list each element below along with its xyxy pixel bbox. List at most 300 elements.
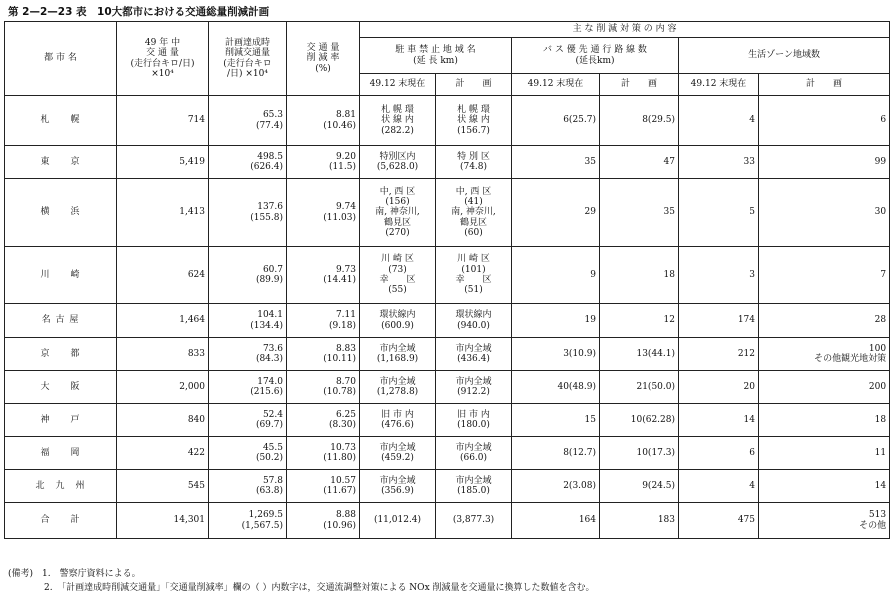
- header-parking: 駐 車 禁 止 地 域 名 (延 長 km): [360, 38, 512, 74]
- traffic-cell-line: 833: [187, 348, 205, 359]
- zone-current-cell: [679, 179, 759, 247]
- table-row: [5, 470, 890, 503]
- bus-plan-cell: [600, 503, 679, 539]
- city-cell: [5, 503, 117, 539]
- table-row: [5, 146, 890, 179]
- plan-reduction-cell-line: 174.0: [257, 376, 283, 387]
- bus-plan-cell: [600, 437, 679, 470]
- parking-current-cell-line: 環状線内: [379, 310, 416, 321]
- rate-cell-line: (9.18): [328, 320, 356, 331]
- table-row: [5, 96, 890, 146]
- parking-plan-cell: [436, 338, 512, 371]
- rate-cell: [287, 503, 360, 539]
- plan-reduction-cell-line: (63.8): [255, 486, 283, 496]
- zone-plan-cell-line: 6: [880, 115, 887, 126]
- city-cell: [5, 371, 117, 404]
- plan-reduction-cell: [209, 96, 287, 146]
- traffic-cell-line: 5,419: [179, 156, 205, 167]
- rate-cell-line: (11.03): [323, 212, 356, 223]
- bus-plan-cell-line: 183: [657, 515, 675, 526]
- rate-cell-line: (14.41): [323, 275, 356, 285]
- header-reduction-rate: 交 通 量 削 減 率 (%): [287, 22, 360, 96]
- parking-current-cell-line: 市内全域: [379, 376, 416, 387]
- parking-plan-cell-line: (912.2): [457, 387, 490, 397]
- parking-plan-cell-line: 幸 区: [455, 275, 492, 285]
- plan-reduction-cell-line: (77.4): [255, 120, 283, 131]
- plan-reduction-cell-line: (50.2): [255, 453, 283, 463]
- bus-current-cell-line: 9: [590, 269, 596, 280]
- parking-current-cell-line: (11,012.4): [373, 515, 422, 526]
- table-row: [5, 437, 890, 470]
- zone-current-cell-line: 33: [743, 156, 755, 167]
- zone-plan-cell-line: 7: [880, 269, 887, 280]
- bus-plan-cell-line: 10(17.3): [636, 447, 675, 458]
- plan-reduction-cell-line: 45.5: [262, 442, 283, 453]
- table-row: [5, 338, 890, 371]
- parking-plan-cell-line: 環状線内: [455, 310, 492, 321]
- header-city: 都 市 名: [5, 22, 117, 96]
- zone-plan-cell-line: 99: [874, 156, 887, 167]
- rate-cell: [287, 96, 360, 146]
- zone-current-cell-line: 475: [737, 515, 755, 526]
- parking-current-cell-line: 南, 神奈川,: [375, 207, 420, 218]
- parking-current-cell-line: 市内全域: [379, 343, 416, 354]
- parking-current-cell-line: (459.2): [381, 453, 414, 463]
- zone-plan-cell-line: 30: [874, 207, 887, 218]
- rate-cell: [287, 470, 360, 503]
- zone-current-cell: [679, 338, 759, 371]
- plan-reduction-cell-line: 73.6: [262, 343, 283, 354]
- parking-current-cell: [360, 247, 436, 304]
- rate-cell-line: 8.88: [335, 510, 356, 521]
- rate-cell: [287, 304, 360, 338]
- bus-plan-cell: [600, 404, 679, 437]
- parking-plan-cell-line: 中, 西 区: [455, 186, 492, 197]
- parking-plan-cell: [436, 146, 512, 179]
- plan-reduction-cell-line: 65.3: [262, 110, 283, 121]
- zone-current-cell-line: 6: [749, 447, 755, 458]
- zone-current-cell-line: 212: [737, 348, 755, 359]
- zone-plan-cell: [759, 304, 890, 338]
- parking-current-cell: [360, 404, 436, 437]
- parking-current-cell-line: (270): [385, 228, 410, 239]
- table-row: [5, 304, 890, 338]
- bus-plan-cell-line: 47: [663, 156, 675, 167]
- rate-cell: [287, 338, 360, 371]
- parking-plan-cell: [436, 437, 512, 470]
- parking-plan-cell-line: (101): [461, 264, 486, 275]
- parking-current-cell: [360, 179, 436, 247]
- parking-current-cell-line: 幸 区: [379, 275, 416, 285]
- rate-cell-line: (10.78): [323, 387, 356, 397]
- reduction-plan-table: [4, 21, 890, 539]
- city-cell-line: 福 岡: [40, 447, 81, 458]
- plan-reduction-cell: [209, 404, 287, 437]
- traffic-cell: [117, 304, 209, 338]
- parking-plan-cell: [436, 371, 512, 404]
- table-row: [5, 371, 890, 404]
- zone-current-cell: [679, 247, 759, 304]
- parking-plan-cell: [436, 470, 512, 503]
- bus-current-cell: [512, 179, 600, 247]
- rate-cell: [287, 146, 360, 179]
- zone-current-cell: [679, 304, 759, 338]
- bus-plan-cell-line: 13(44.1): [636, 348, 675, 359]
- rate-cell: [287, 179, 360, 247]
- bus-current-cell: [512, 304, 600, 338]
- zone-plan-cell: [759, 437, 890, 470]
- parking-plan-cell: [436, 96, 512, 146]
- bus-plan-cell-line: 10(62.28): [630, 414, 675, 425]
- traffic-cell: [117, 470, 209, 503]
- plan-reduction-cell-line: 137.6: [257, 202, 283, 213]
- zone-current-cell-line: 4: [749, 480, 755, 491]
- plan-reduction-cell-line: 57.8: [262, 475, 283, 486]
- parking-current-cell-line: 中, 西 区: [379, 186, 416, 197]
- plan-reduction-cell-line: 1,269.5: [248, 510, 283, 521]
- parking-current-cell-line: 特別区内: [379, 151, 416, 162]
- traffic-cell-line: 840: [187, 414, 205, 425]
- bus-current-cell-line: 19: [584, 315, 596, 326]
- bus-plan-cell-line: 9(24.5): [642, 480, 675, 491]
- parking-current-cell-line: (282.2): [381, 125, 414, 136]
- traffic-cell: [117, 338, 209, 371]
- bus-plan-cell: [600, 338, 679, 371]
- traffic-cell: [117, 146, 209, 179]
- parking-plan-cell-line: 旧 市 内: [457, 409, 490, 420]
- traffic-cell: [117, 437, 209, 470]
- parking-plan-cell: [436, 404, 512, 437]
- plan-reduction-cell-line: (626.4): [250, 162, 283, 172]
- header-bus: バ ス 優 先 通 行 路 線 数 (延長km): [512, 38, 679, 74]
- parking-current-cell-line: (356.9): [381, 486, 414, 496]
- parking-plan-cell-line: 市内全域: [455, 376, 492, 387]
- parking-plan-cell-line: (180.0): [457, 420, 490, 430]
- plan-reduction-cell-line: 52.4: [262, 409, 283, 420]
- traffic-cell: [117, 247, 209, 304]
- zone-current-cell-line: 5: [749, 207, 755, 218]
- city-cell: [5, 404, 117, 437]
- rate-cell-line: (8.30): [328, 420, 356, 430]
- rate-cell-line: 9.73: [335, 264, 356, 275]
- bus-current-cell: [512, 371, 600, 404]
- zone-plan-cell-line: 200: [868, 381, 887, 392]
- city-cell-line: 東 京: [40, 156, 81, 167]
- parking-plan-cell-line: 市内全域: [455, 442, 492, 453]
- rate-cell-line: 7.11: [335, 310, 356, 321]
- plan-reduction-cell: [209, 437, 287, 470]
- zone-plan-cell: [759, 371, 890, 404]
- plan-reduction-cell-line: (69.7): [255, 420, 283, 430]
- rate-cell: [287, 437, 360, 470]
- traffic-cell: [117, 96, 209, 146]
- note-2: 2. 「計画達成時削減交通量」「交通量削減率」欄の（ ）内数字は，交通流調整対策による NOx 削減量を交通量に換算した数値を含む。: [8, 583, 595, 593]
- parking-plan-cell-line: (66.0): [459, 453, 488, 463]
- parking-current-cell-line: (55): [388, 285, 407, 296]
- zone-current-cell-line: 20: [743, 381, 755, 392]
- header-zone: 生活ゾーン地域数: [679, 38, 890, 74]
- city-cell-line: 札 幌: [40, 115, 81, 126]
- plan-reduction-cell-line: 104.1: [257, 310, 283, 321]
- bus-plan-cell-line: 35: [663, 207, 675, 218]
- parking-current-cell-line: (476.6): [381, 420, 414, 430]
- plan-reduction-cell-line: (84.3): [255, 354, 283, 364]
- zone-current-cell: [679, 404, 759, 437]
- zone-plan-cell: [759, 179, 890, 247]
- parking-current-cell-line: 市内全域: [379, 442, 416, 453]
- header-zone-plan: 計 画: [759, 74, 890, 96]
- parking-current-cell-line: 川 崎 区: [381, 254, 414, 265]
- parking-current-cell-line: 市内全域: [379, 475, 416, 486]
- rate-cell-line: 6.25: [335, 409, 356, 420]
- rate-cell-line: 8.70: [335, 376, 356, 387]
- rate-cell-line: (11.5): [328, 162, 356, 172]
- bus-current-cell: [512, 470, 600, 503]
- traffic-cell-line: 422: [187, 447, 205, 458]
- city-cell: [5, 96, 117, 146]
- header-bus-current: 49.12 末現在: [512, 74, 600, 96]
- parking-current-cell-line: (1,278.8): [376, 387, 419, 397]
- zone-plan-cell-line: 14: [874, 480, 887, 491]
- parking-current-cell: [360, 470, 436, 503]
- bus-current-cell: [512, 247, 600, 304]
- zone-plan-cell: [759, 404, 890, 437]
- parking-plan-cell-line: 川 崎 区: [457, 254, 490, 265]
- city-cell: [5, 179, 117, 247]
- bus-plan-cell-line: 21(50.0): [636, 381, 675, 392]
- zone-current-cell-line: 174: [737, 315, 755, 326]
- plan-reduction-cell-line: (155.8): [250, 212, 283, 223]
- rate-cell-line: 10.57: [330, 475, 356, 486]
- plan-reduction-cell: [209, 470, 287, 503]
- rate-cell-line: (11.80): [323, 453, 356, 463]
- parking-plan-cell-line: (60): [464, 228, 483, 239]
- parking-current-cell: [360, 437, 436, 470]
- bus-current-cell: [512, 503, 600, 539]
- city-cell: [5, 304, 117, 338]
- bus-current-cell-line: 35: [584, 156, 596, 167]
- parking-current-cell-line: 札 幌 環: [381, 104, 414, 115]
- parking-current-cell-line: (1,168.9): [376, 354, 419, 364]
- city-cell-line: 川 崎: [40, 269, 81, 280]
- plan-reduction-cell-line: (89.9): [255, 275, 283, 285]
- zone-plan-cell-line: 18: [874, 414, 887, 425]
- zone-current-cell: [679, 437, 759, 470]
- parking-plan-cell-line: 鶴見区: [459, 217, 487, 228]
- zone-plan-cell-line: その他観光地対策: [814, 354, 887, 364]
- traffic-cell: [117, 503, 209, 539]
- city-cell: [5, 470, 117, 503]
- header-traffic-49: 49 年 中 交 通 量 (走行台キロ/日) ×10⁴: [117, 22, 209, 96]
- zone-plan-cell: [759, 96, 890, 146]
- rate-cell-line: 10.73: [330, 442, 356, 453]
- bus-plan-cell: [600, 179, 679, 247]
- bus-current-cell: [512, 338, 600, 371]
- parking-plan-cell: [436, 247, 512, 304]
- parking-current-cell: [360, 371, 436, 404]
- parking-plan-cell-line: (436.4): [457, 354, 490, 364]
- traffic-cell-line: 1,413: [179, 207, 205, 218]
- traffic-cell-line: 1,464: [179, 315, 205, 326]
- city-cell: [5, 437, 117, 470]
- parking-plan-cell-line: 南, 神奈川,: [451, 207, 496, 218]
- parking-current-cell-line: 鶴見区: [383, 217, 411, 228]
- zone-current-cell: [679, 371, 759, 404]
- zone-plan-cell-line: 11: [874, 447, 887, 458]
- bus-plan-cell: [600, 371, 679, 404]
- zone-current-cell: [679, 470, 759, 503]
- table-row: [5, 404, 890, 437]
- note-1: (備考) 1. 警察庁資料による。: [8, 569, 141, 579]
- bus-plan-cell: [600, 304, 679, 338]
- bus-current-cell-line: 3(10.9): [563, 348, 596, 359]
- city-cell-line: 名 古 屋: [41, 315, 80, 326]
- bus-plan-cell: [600, 96, 679, 146]
- parking-current-cell: [360, 338, 436, 371]
- zone-current-cell-line: 14: [743, 414, 755, 425]
- bus-current-cell: [512, 437, 600, 470]
- plan-reduction-cell: [209, 338, 287, 371]
- zone-plan-cell: [759, 470, 890, 503]
- zone-current-cell-line: 4: [749, 115, 755, 126]
- city-cell-line: 大 阪: [40, 381, 81, 392]
- bus-current-cell-line: 15: [584, 414, 596, 425]
- rate-cell-line: (11.67): [323, 486, 356, 496]
- zone-current-cell: [679, 503, 759, 539]
- parking-plan-cell-line: (51): [464, 285, 483, 296]
- plan-reduction-cell: [209, 304, 287, 338]
- zone-current-cell: [679, 96, 759, 146]
- bus-current-cell: [512, 146, 600, 179]
- plan-reduction-cell: [209, 179, 287, 247]
- rate-cell-line: (10.96): [323, 520, 356, 531]
- bus-plan-cell: [600, 470, 679, 503]
- plan-reduction-cell-line: 60.7: [262, 264, 283, 275]
- parking-current-cell-line: 旧 市 内: [381, 409, 414, 420]
- traffic-cell-line: 2,000: [179, 381, 205, 392]
- bus-current-cell-line: 40(48.9): [557, 381, 596, 392]
- header-plan-reduction: 計画達成時 削減交通量 (走行台キロ /日) ×10⁴: [209, 22, 287, 96]
- city-cell: [5, 146, 117, 179]
- header-parking-current: 49.12 末現在: [360, 74, 436, 96]
- traffic-cell-line: 545: [187, 480, 205, 491]
- plan-reduction-cell: [209, 247, 287, 304]
- parking-plan-cell-line: (74.8): [459, 162, 488, 172]
- city-cell: [5, 338, 117, 371]
- parking-plan-cell: [436, 179, 512, 247]
- city-cell-line: 神 戸: [40, 414, 81, 425]
- bus-plan-cell-line: 12: [663, 315, 675, 326]
- table-body: [5, 96, 890, 539]
- parking-plan-cell-line: 状 線 内: [457, 115, 490, 126]
- parking-plan-cell-line: 市内全域: [455, 475, 492, 486]
- traffic-cell: [117, 371, 209, 404]
- zone-plan-cell: [759, 338, 890, 371]
- parking-current-cell: [360, 96, 436, 146]
- bus-current-cell: [512, 96, 600, 146]
- bus-current-cell-line: 2(3.08): [563, 480, 596, 491]
- parking-current-cell-line: (5,628.0): [376, 162, 419, 172]
- rate-cell-line: 8.81: [335, 110, 356, 121]
- rate-cell-line: 9.74: [335, 202, 356, 213]
- parking-current-cell-line: (73): [388, 264, 407, 275]
- header-bus-plan: 計 画: [600, 74, 679, 96]
- zone-current-cell: [679, 146, 759, 179]
- parking-plan-cell: [436, 304, 512, 338]
- parking-plan-cell-line: (156.7): [457, 125, 490, 136]
- plan-reduction-cell: [209, 503, 287, 539]
- page-title: 第 2—2—23 表 10大都市における交通総量削減計画: [8, 6, 270, 18]
- plan-reduction-cell-line: (215.6): [250, 387, 283, 397]
- parking-current-cell-line: (600.9): [381, 320, 414, 331]
- parking-plan-cell-line: 札 幌 環: [457, 104, 490, 115]
- zone-plan-cell-line: 28: [874, 315, 887, 326]
- bus-plan-cell-line: 8(29.5): [642, 115, 675, 126]
- rate-cell-line: 8.83: [335, 343, 356, 354]
- table-row: [5, 179, 890, 247]
- city-cell-line: 合 計: [40, 515, 81, 526]
- city-cell-line: 北 九 州: [35, 480, 86, 491]
- zone-plan-cell-line: 100: [868, 343, 887, 354]
- parking-plan-cell-line: (185.0): [457, 486, 490, 496]
- parking-plan-cell-line: (3,877.3): [452, 515, 495, 526]
- parking-current-cell: [360, 146, 436, 179]
- zone-plan-cell-line: その他: [859, 520, 887, 531]
- bus-current-cell-line: 164: [578, 515, 596, 526]
- bus-current-cell-line: 8(12.7): [563, 447, 596, 458]
- rate-cell-line: 9.20: [335, 151, 356, 162]
- plan-reduction-cell-line: 498.5: [257, 151, 283, 162]
- bus-current-cell-line: 6(25.7): [563, 115, 596, 126]
- parking-current-cell-line: 状 線 内: [381, 115, 414, 126]
- zone-current-cell-line: 3: [749, 269, 755, 280]
- bus-plan-cell-line: 18: [663, 269, 675, 280]
- zone-plan-cell: [759, 503, 890, 539]
- bus-plan-cell: [600, 146, 679, 179]
- table-row: [5, 247, 890, 304]
- plan-reduction-cell-line: (134.4): [250, 320, 283, 331]
- header-parking-plan: 計 画: [436, 74, 512, 96]
- traffic-cell-line: 714: [187, 115, 205, 126]
- parking-plan-cell: [436, 503, 512, 539]
- parking-current-cell: [360, 503, 436, 539]
- traffic-cell-line: 14,301: [173, 515, 205, 526]
- zone-plan-cell: [759, 247, 890, 304]
- bus-current-cell: [512, 404, 600, 437]
- header-measures: 主 な 削 減 対 策 の 内 容: [360, 22, 890, 38]
- city-cell-line: 京 都: [40, 348, 81, 359]
- rate-cell-line: (10.11): [323, 354, 356, 364]
- zone-plan-cell: [759, 146, 890, 179]
- bus-current-cell-line: 29: [584, 207, 596, 218]
- plan-reduction-cell: [209, 146, 287, 179]
- traffic-cell: [117, 179, 209, 247]
- city-cell-line: 横 浜: [40, 207, 81, 218]
- traffic-cell: [117, 404, 209, 437]
- bus-plan-cell: [600, 247, 679, 304]
- rate-cell: [287, 371, 360, 404]
- table-row: [5, 503, 890, 539]
- rate-cell: [287, 247, 360, 304]
- zone-plan-cell-line: 513: [868, 510, 887, 521]
- parking-plan-cell-line: (940.0): [457, 320, 490, 331]
- rate-cell: [287, 404, 360, 437]
- notes: [8, 567, 595, 595]
- parking-current-cell: [360, 304, 436, 338]
- parking-plan-cell-line: 市内全域: [455, 343, 492, 354]
- parking-plan-cell-line: (41): [464, 196, 483, 207]
- parking-plan-cell-line: 特 別 区: [457, 151, 490, 162]
